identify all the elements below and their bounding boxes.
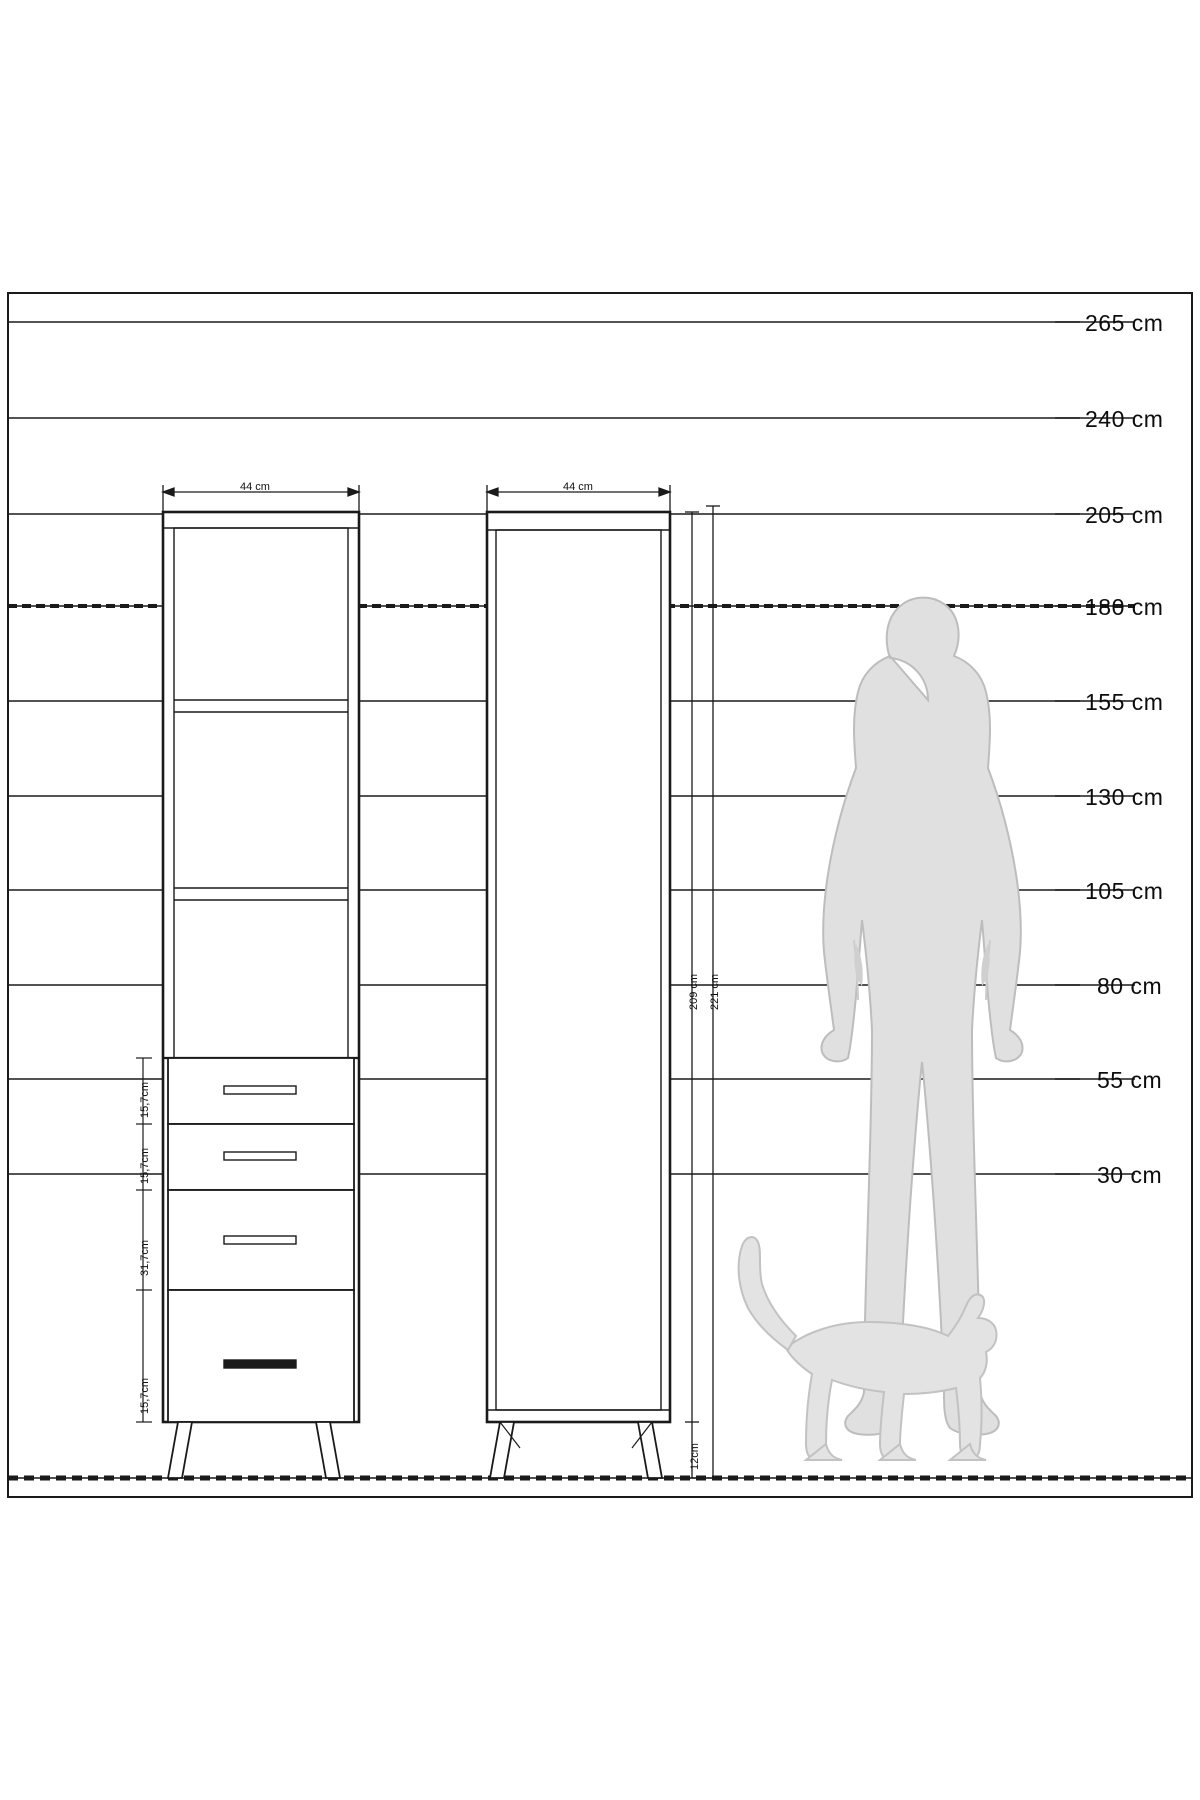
human-silhouette [822,598,1023,1435]
scale-label-105: 105 cm [1085,878,1164,904]
drawer-label-4: 15,7cm [139,1377,151,1414]
scale-label-30: 30 cm [1097,1162,1163,1188]
scale-label-180: 180 cm [1085,594,1164,620]
right-cabinet [487,512,670,1478]
left-cabinet-width-label: 44 cm [240,481,270,493]
scale-label-205: 205 cm [1085,502,1164,528]
scale-label-80: 80 cm [1097,973,1163,999]
scale-ticks [1055,322,1080,1174]
scale-label-240: 240 cm [1085,406,1164,432]
scale-label-155: 155 cm [1085,689,1164,715]
height-label-209: 209 cm [688,973,700,1010]
scale-label-55: 55 cm [1097,1067,1163,1093]
drawer-label-1: 15,7cm [139,1081,151,1118]
height-label-221: 221 cm [709,973,721,1010]
drawer-label-3: 31,7cm [139,1239,151,1276]
left-cabinet [163,512,359,1478]
drawer-label-2: 15,7cm [139,1147,151,1184]
right-cabinet-width-label: 44 cm [563,481,593,493]
scale-label-130: 130 cm [1085,784,1164,810]
height-label-12: 12cm [689,1443,701,1470]
scale-label-265: 265 cm [1085,310,1164,336]
